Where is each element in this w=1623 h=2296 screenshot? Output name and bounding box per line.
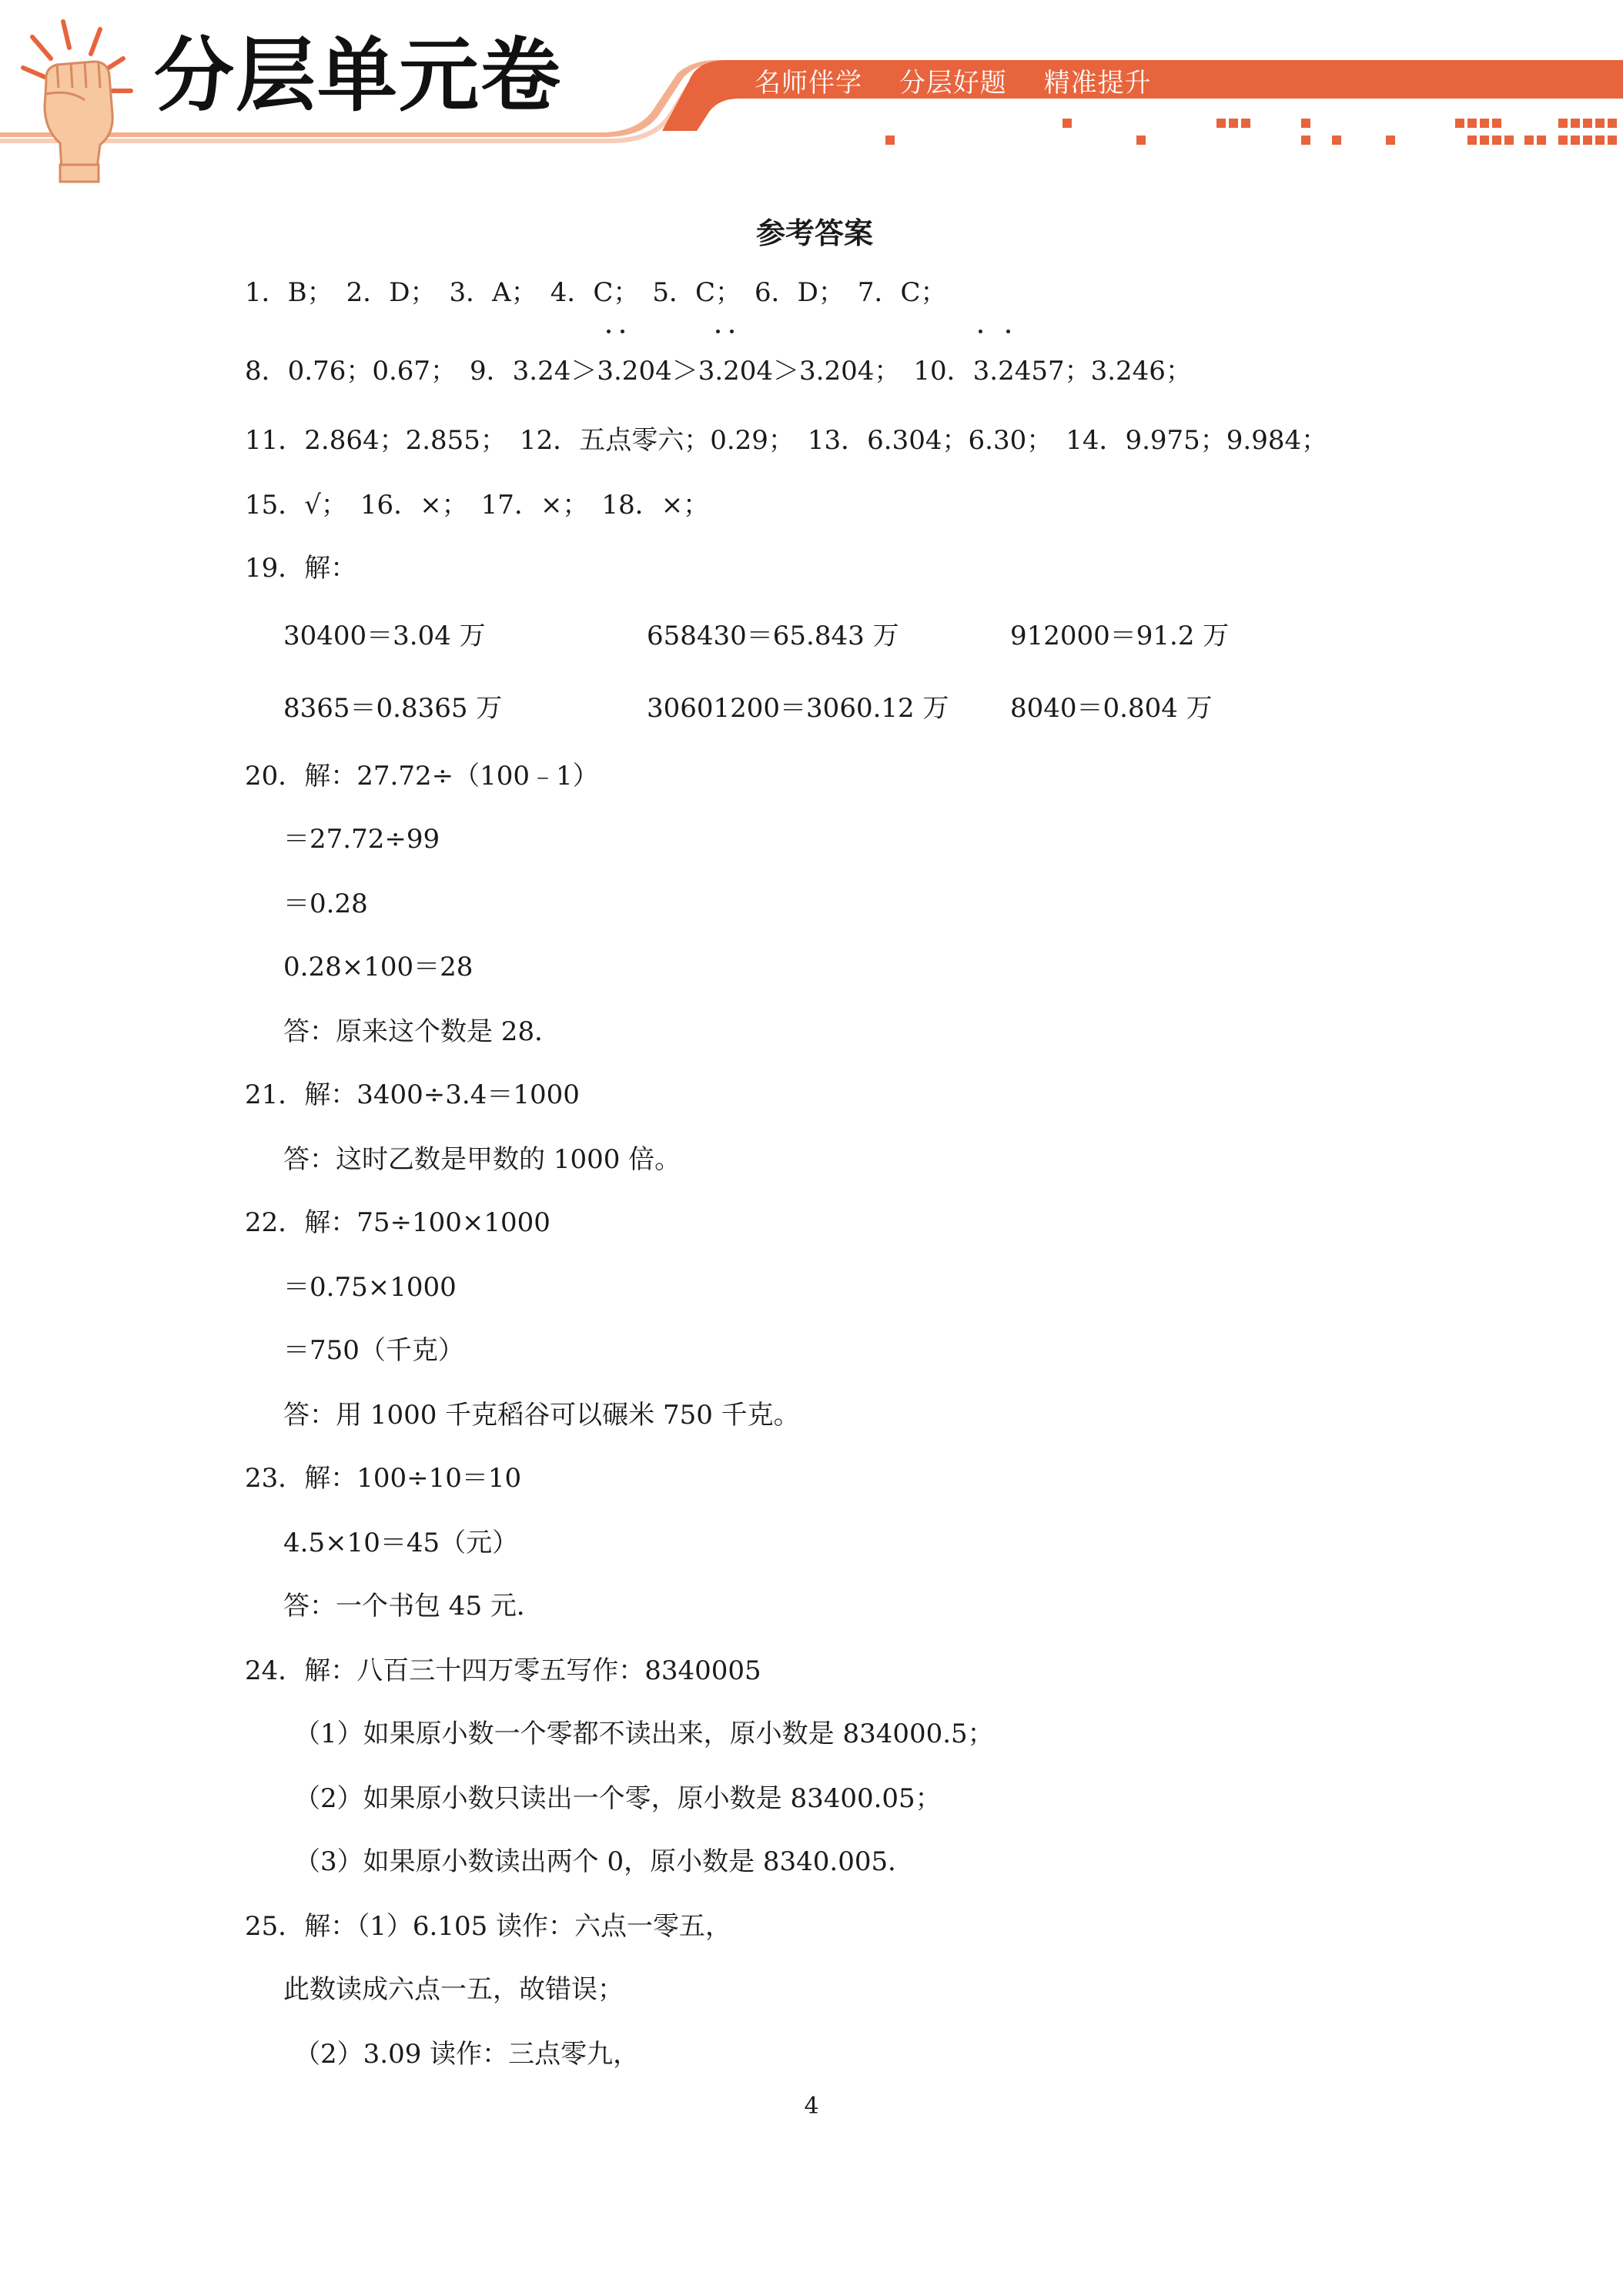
page-title: 参考答案 <box>755 216 873 250</box>
conversion-cell: 8040＝0.804 万 <box>1010 693 1213 724</box>
page-header <box>0 0 1623 185</box>
conversion-cell: 8365＝0.8365 万 <box>283 693 503 724</box>
answer-line: 24．解：八百三十四万零五写作：8340005 <box>245 1655 761 1686</box>
answer-line: 此数读成六点一五，故错误； <box>283 1974 624 2005</box>
answer-line: （1）如果原小数一个零都不读出来，原小数是 834000.5； <box>294 1719 994 1749</box>
answer-line: 11．2.864；2.855； 12．五点零六；0.29； 13．6.304；6.30； 14．9.975；9.984； <box>245 425 1328 456</box>
conversion-cell: 30400＝3.04 万 <box>283 621 486 651</box>
brand-title: 分层单元卷 <box>154 28 563 122</box>
answer-line: 20．解：27.72÷（100﹣1） <box>245 761 599 792</box>
conversion-cell: 658430＝65.843 万 <box>647 621 899 651</box>
answer-line: 19．解： <box>245 553 357 584</box>
slogan <box>755 62 1180 99</box>
answer-line: ＝0.75×1000 <box>283 1272 457 1303</box>
answer-line: 21．解：3400÷3.4＝1000 <box>245 1079 580 1110</box>
answer-line: 答：这时乙数是甲数的 1000 倍。 <box>283 1144 681 1175</box>
answer-line: 1．B； 2．D； 3．A； 4．C； 5．C； 6．D； 7．C； <box>245 277 947 308</box>
answer-line: 0.28×100＝28 <box>283 952 474 982</box>
answer-line: ＝750（千克） <box>283 1335 464 1366</box>
answer-line: ＝0.28 <box>283 889 368 919</box>
repeating-decimal-dots <box>245 330 1384 345</box>
conversion-cell: 30601200＝3060.12 万 <box>647 693 949 724</box>
answer-line: 8．0.76；0.67； 9．3.24＞3.204＞3.204＞3.204； 10．3.2457；3.246； <box>245 356 1192 387</box>
answer-line: 答：一个书包 45 元． <box>283 1591 543 1622</box>
answer-line: 22．解：75÷100×1000 <box>245 1207 550 1238</box>
page-number: 4 <box>804 2093 819 2120</box>
answer-line: （2）3.09 读作：三点零九， <box>294 2039 640 2070</box>
answer-line: 答：用 1000 千克稻谷可以碾米 750 千克。 <box>283 1400 800 1431</box>
answer-line: （2）如果原小数只读出一个零，原小数是 83400.05； <box>294 1783 942 1814</box>
conversion-cell: 912000＝91.2 万 <box>1010 621 1230 651</box>
answer-line: 4.5×10＝45（元） <box>283 1528 519 1558</box>
answer-line: 答：原来这个数是 28． <box>283 1016 561 1047</box>
slogan-item: 分层好题 <box>899 68 1007 99</box>
answer-line: 15．√； 16．×； 17．×； 18．×； <box>245 490 710 520</box>
answer-line: ＝27.72÷99 <box>283 824 440 855</box>
slogan-item: 精准提升 <box>1043 68 1152 99</box>
answer-line: 23．解：100÷10＝10 <box>245 1463 522 1494</box>
fist-logo-icon <box>8 14 146 183</box>
answer-line: （3）如果原小数读出两个 0，原小数是 8340.005． <box>294 1846 915 1877</box>
answer-line: 25．解：（1）6.105 读作：六点一零五， <box>245 1911 732 1942</box>
slogan-item: 名师伴学 <box>755 68 862 99</box>
